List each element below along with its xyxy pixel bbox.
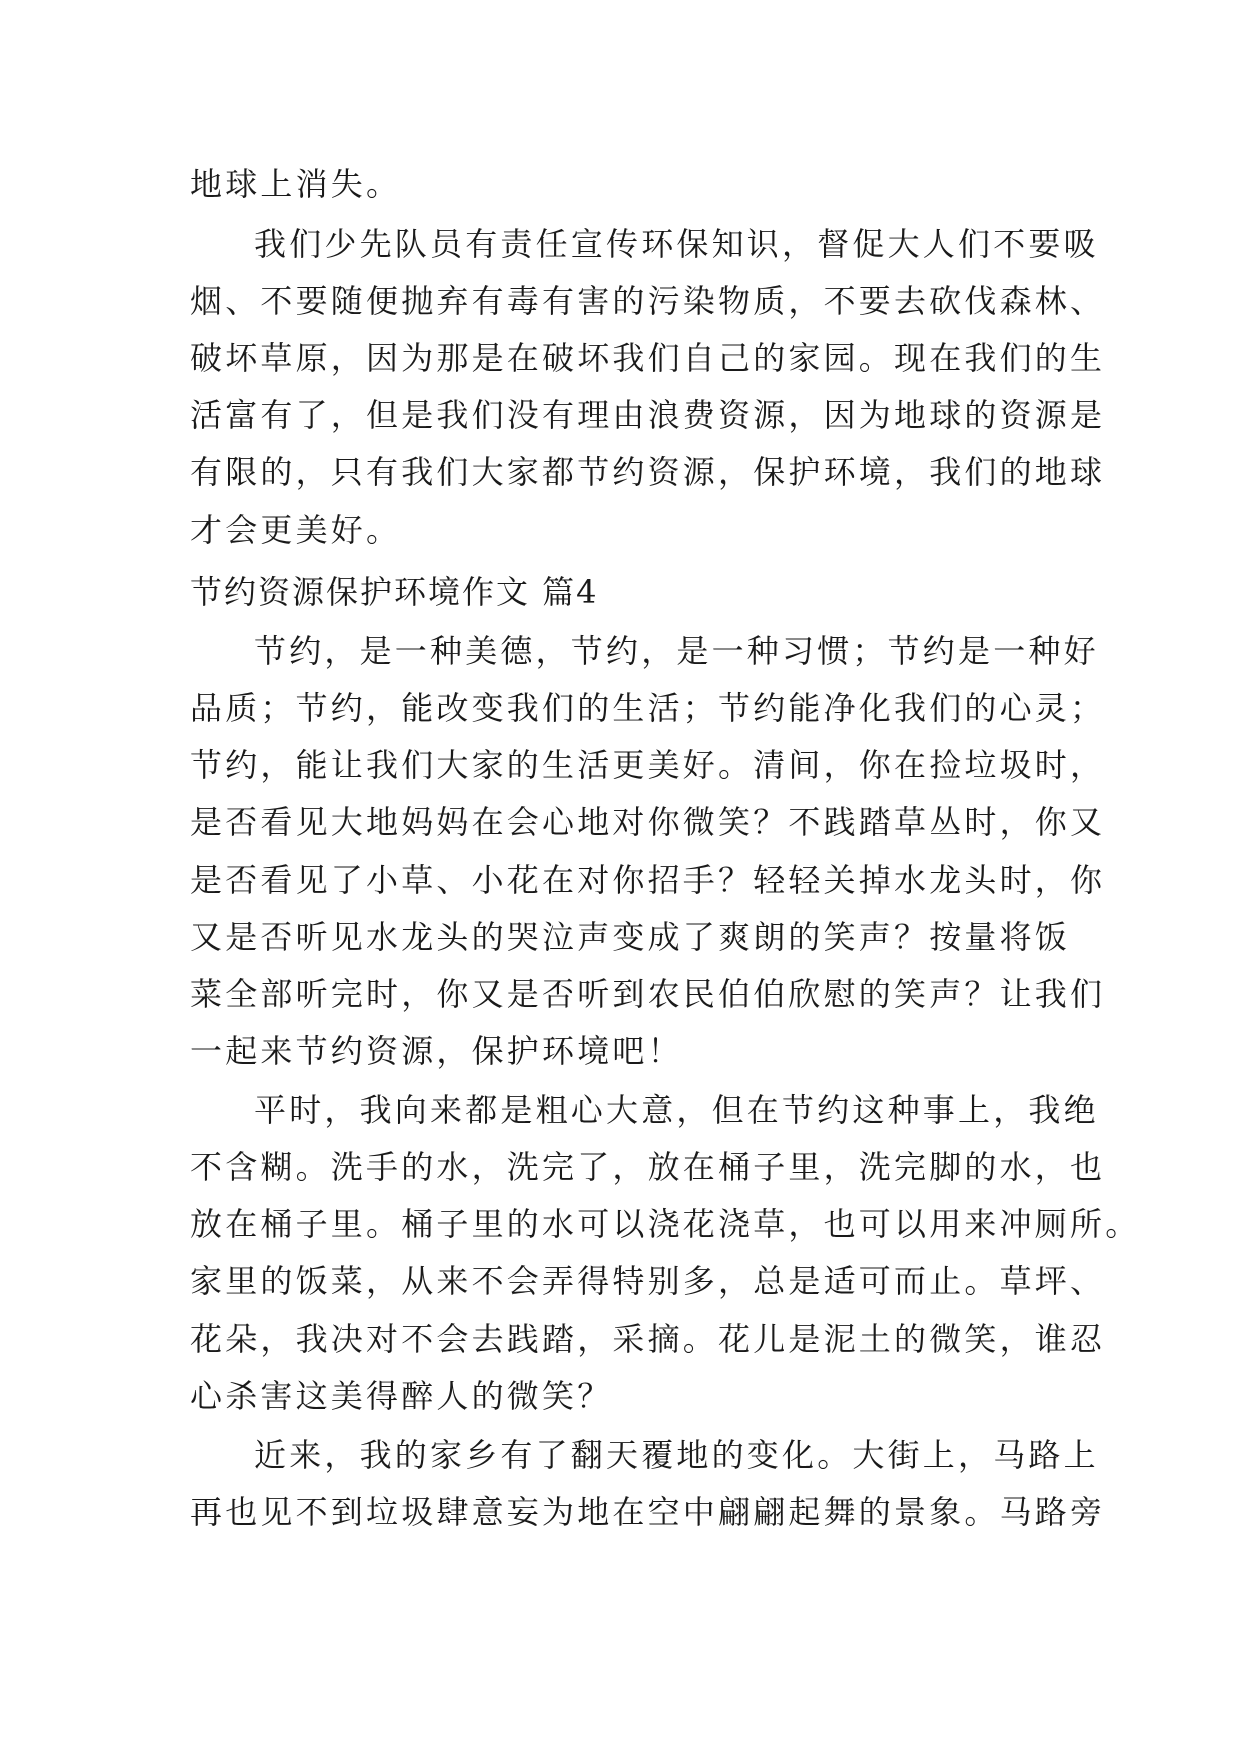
text-line: 花朵，我决对不会去践踏，采摘。花儿是泥土的微笑，谁忍 xyxy=(190,1320,1106,1358)
text-line: 再也见不到垃圾肆意妄为地在空中翩翩起舞的景象。马路旁 xyxy=(190,1493,1106,1531)
section-heading: 节约资源保护环境作文 篇4 xyxy=(190,573,599,611)
text-line: 是否看见了小草、小花在对你招手？轻轻关掉水龙头时，你 xyxy=(190,861,1106,899)
text-line: 品质；节约，能改变我们的生活；节约能净化我们的心灵； xyxy=(190,689,1106,727)
text-line: 家里的饭菜，从来不会弄得特别多，总是适可而止。草坪、 xyxy=(190,1262,1106,1300)
text-line: 地球上消失。 xyxy=(190,165,402,203)
text-line: 放在桶子里。桶子里的水可以浇花浇草，也可以用来冲厕所。 xyxy=(190,1205,1141,1243)
text-line: 活富有了，但是我们没有理由浪费资源，因为地球的资源是 xyxy=(190,396,1106,434)
text-line: 节约，能让我们大家的生活更美好。清间，你在捡垃圾时， xyxy=(190,746,1106,784)
text-line: 一起来节约资源，保护环境吧！ xyxy=(190,1032,683,1070)
paragraph-start-line: 近来，我的家乡有了翻天覆地的变化。大街上，马路上 xyxy=(254,1436,1099,1474)
text-line: 心杀害这美得醉人的微笑？ xyxy=(190,1377,613,1415)
text-line: 破坏草原，因为那是在破坏我们自己的家园。现在我们的生 xyxy=(190,339,1106,377)
text-line: 烟、不要随便抛弃有毒有害的污染物质，不要去砍伐森林、 xyxy=(190,282,1106,320)
paragraph-start-line: 我们少先队员有责任宣传环保知识，督促大人们不要吸 xyxy=(254,225,1099,263)
paragraph-start-line: 节约，是一种美德，节约，是一种习惯；节约是一种好 xyxy=(254,632,1099,670)
text-line: 又是否听见水龙头的哭泣声变成了爽朗的笑声？按量将饭 xyxy=(190,918,1071,956)
text-line: 有限的，只有我们大家都节约资源，保护环境，我们的地球 xyxy=(190,453,1106,491)
text-line: 菜全部听完时，你又是否听到农民伯伯欣慰的笑声？让我们 xyxy=(190,975,1106,1013)
text-line: 才会更美好。 xyxy=(190,511,402,549)
text-line: 是否看见大地妈妈在会心地对你微笑？不践踏草丛时，你又 xyxy=(190,803,1106,841)
paragraph-start-line: 平时，我向来都是粗心大意，但在节约这种事上，我绝 xyxy=(254,1091,1099,1129)
text-line: 不含糊。洗手的水，洗完了，放在桶子里，洗完脚的水，也 xyxy=(190,1148,1106,1186)
